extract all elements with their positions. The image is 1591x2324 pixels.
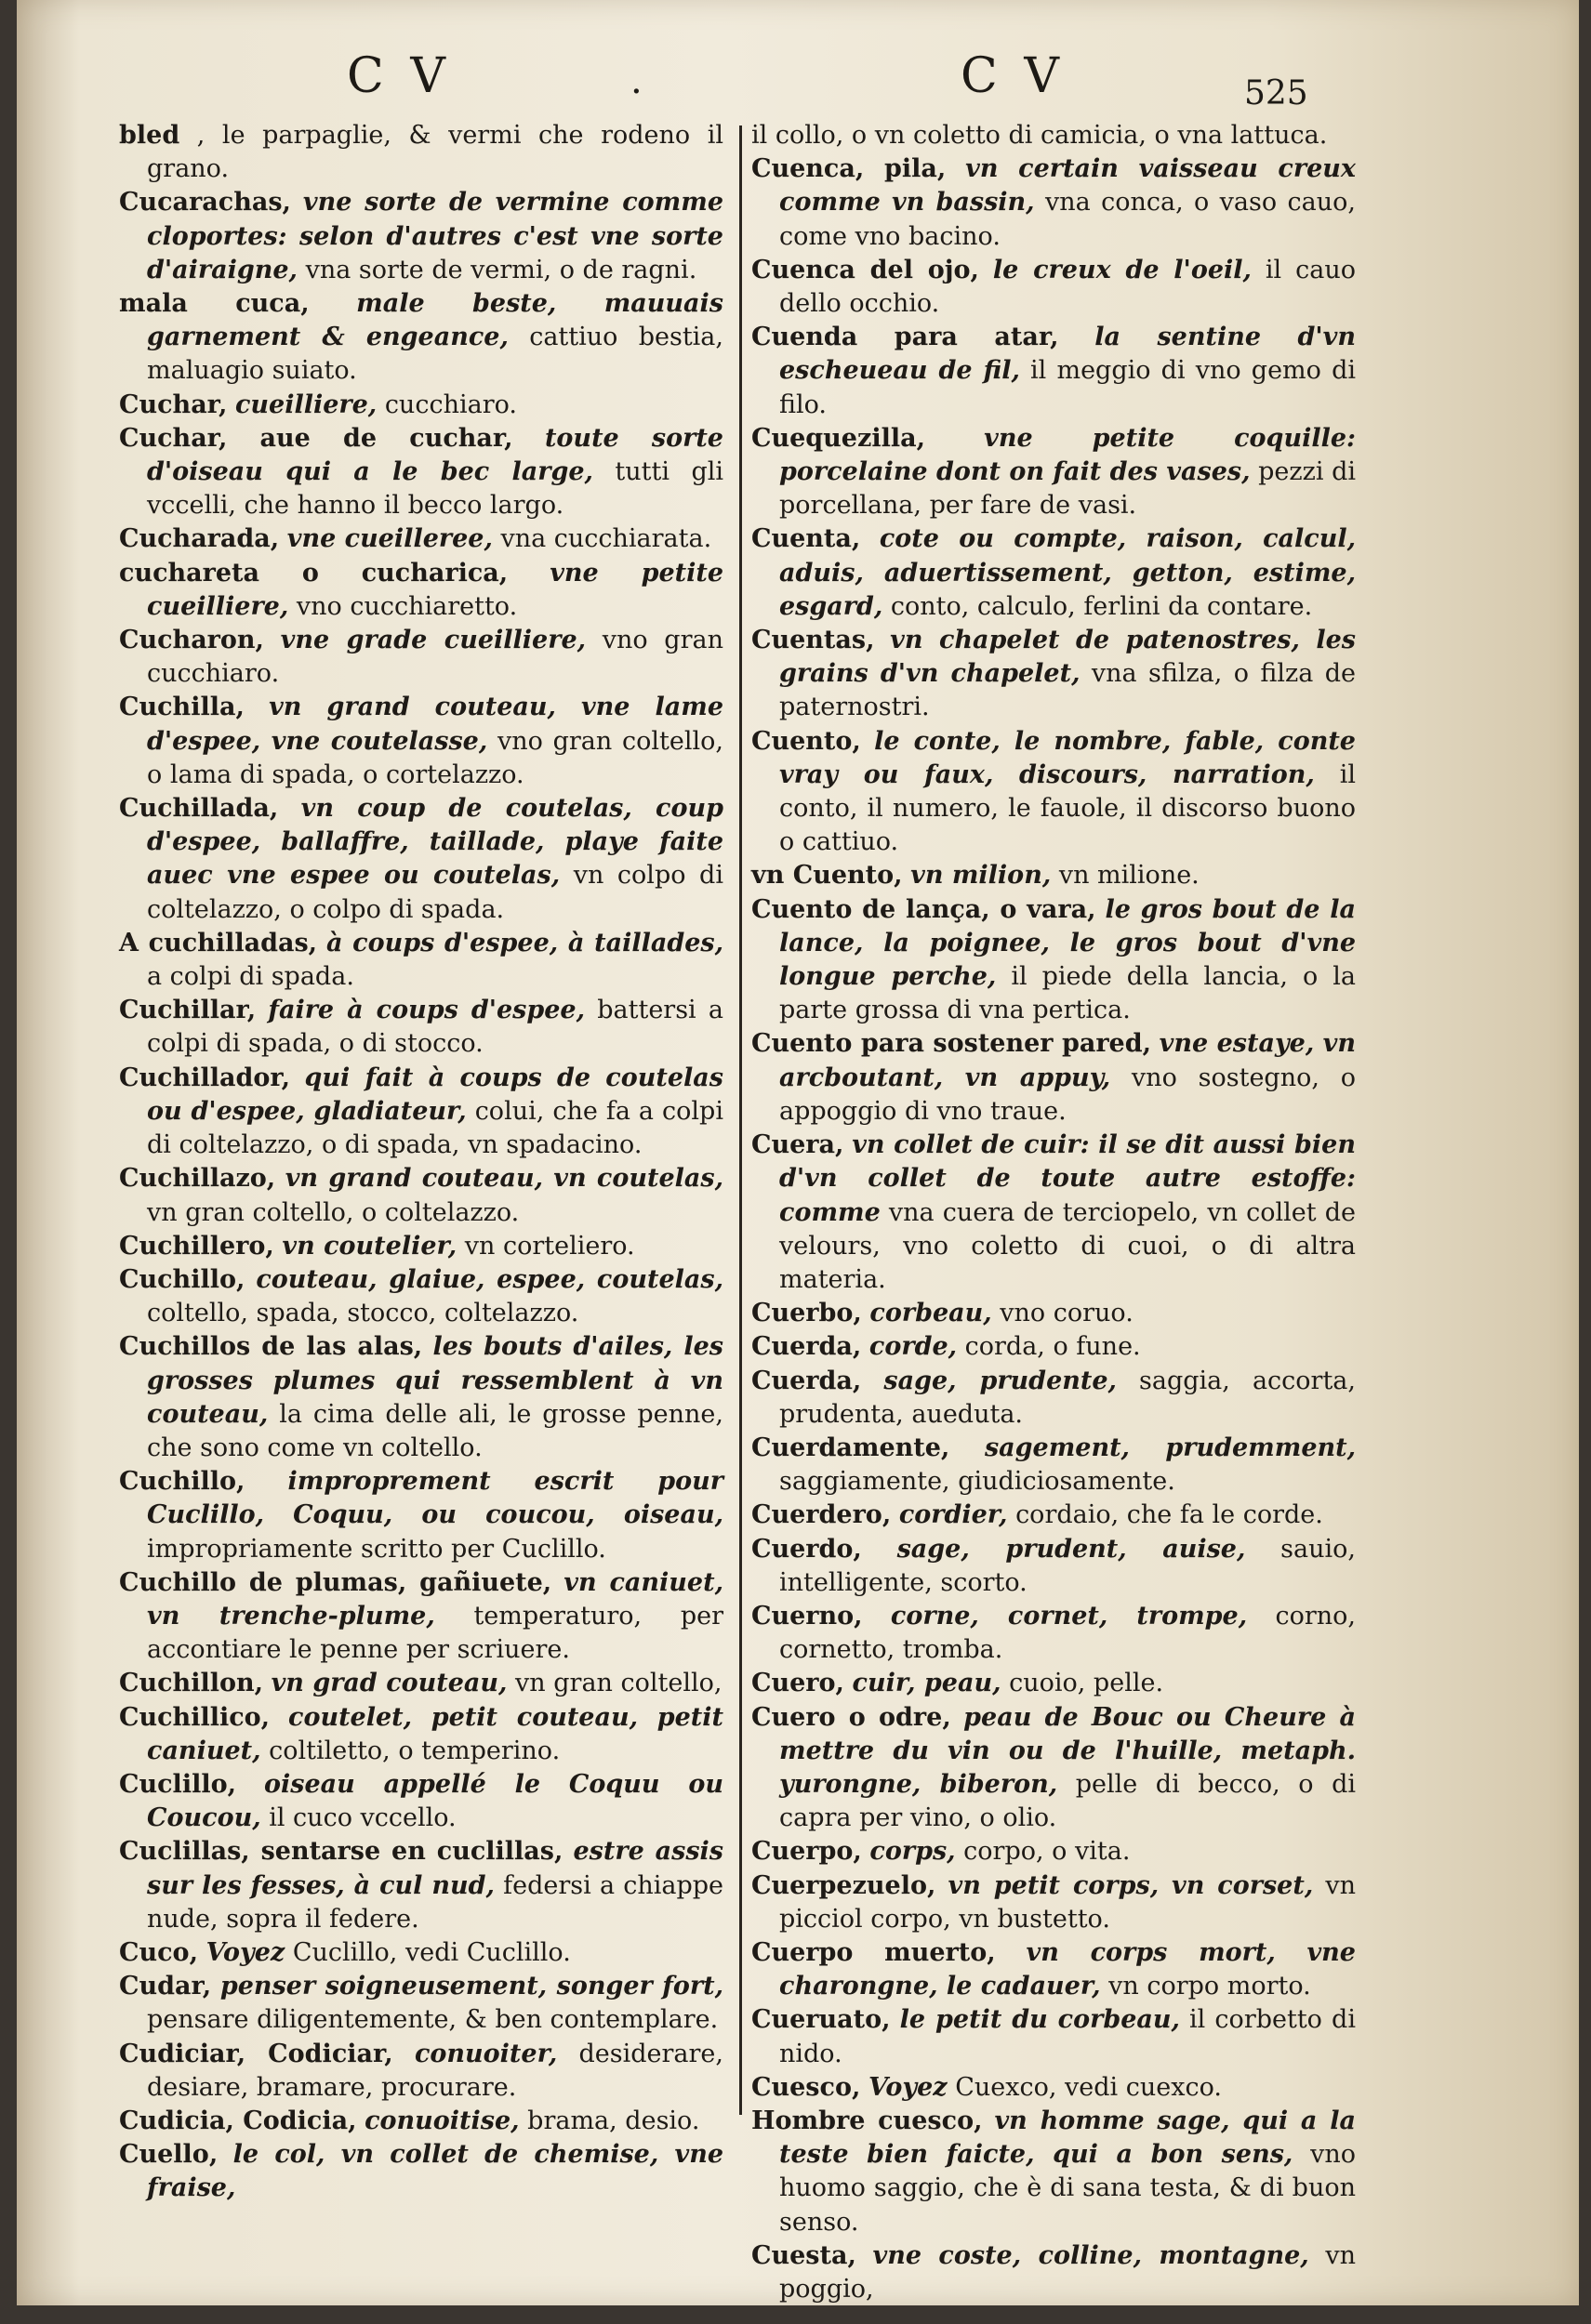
italian-gloss: federsi a chiappe nude, sopra il federe.: [147, 1870, 723, 1934]
dictionary-entry: [119, 1835, 723, 1936]
dictionary-entry: [751, 119, 1356, 152]
french-gloss: couteau, glaiue, espee, coutelas,: [256, 1264, 723, 1294]
french-gloss: sage, prudente,: [883, 1366, 1117, 1395]
header-mark: .: [630, 59, 648, 102]
french-gloss: vn grand couteau, vne lame d'espee, vne coutelasse,: [147, 693, 723, 756]
headword: Cuera,: [751, 1130, 844, 1160]
french-gloss: conuoiter,: [414, 2039, 558, 2068]
headword: Cuchar,: [119, 390, 228, 419]
french-gloss: le creux de l'oeil,: [992, 255, 1252, 284]
dictionary-entry: [751, 1533, 1356, 1600]
french-gloss: male beste, mauuais garnement & engeance,: [147, 289, 723, 352]
headword: Cuento de lança, o vara,: [751, 894, 1096, 924]
italian-gloss: cucchiaro.: [384, 390, 517, 419]
italian-gloss: coltiletto, o temperino.: [269, 1736, 561, 1765]
dictionary-entry: [119, 557, 723, 624]
headword: Cuerpezuelo,: [751, 1870, 936, 1900]
italian-gloss: il piede della lancia, o la parte grossa di vna pertica.: [779, 962, 1356, 1025]
italian-gloss: Cuexco, vedi cuexco.: [955, 2072, 1222, 2102]
headword: Cuello,: [119, 2140, 219, 2170]
french-gloss: vn chapelet de patenostres, les grains d'vn chapelet,: [779, 626, 1356, 689]
headword: Cucharon,: [119, 626, 264, 655]
headword: Cuchillo,: [119, 1264, 245, 1294]
headword: Cuchillador,: [119, 1063, 291, 1092]
dictionary-entry: [119, 1162, 723, 1229]
french-gloss: vne cueilleree,: [286, 524, 493, 554]
italian-gloss: saggia, accorta, prudenta, aueduta.: [779, 1366, 1356, 1429]
headword: Cucarachas,: [119, 188, 291, 218]
italian-gloss: vn corpo morto.: [1108, 1972, 1311, 2001]
italian-gloss: vno huomo saggio, che è di sana testa, & di buon senso.: [779, 2140, 1356, 2237]
headword: Cueruato,: [751, 2005, 891, 2035]
french-gloss: vn coutelier,: [282, 1231, 457, 1261]
french-gloss: vne estaye, vn arcboutant, vn appuy,: [779, 1029, 1356, 1092]
headword: Cuerda,: [751, 1366, 862, 1395]
french-gloss: peau de Bouc ou Cheure à mettre du vin ou de l'huille, metaph. yurongne, biberon,: [779, 1702, 1357, 1799]
headword: Cucharada,: [119, 524, 280, 554]
italian-gloss: vna cuera de terciopelo, vn collet de velours, vno coletto di cuoi, o di altra materia.: [779, 1197, 1356, 1294]
headword: Cuchillero,: [119, 1231, 274, 1261]
headword: Cuerbo,: [751, 1299, 862, 1328]
italian-gloss: vna cucchiarata.: [500, 524, 712, 554]
dictionary-entry: [751, 422, 1356, 523]
french-gloss: à coups d'espee, à taillades,: [325, 928, 723, 957]
page-number: 525: [1244, 74, 1308, 112]
dictionary-entry: [119, 2138, 723, 2205]
french-gloss: vn collet de cuir: il se dit aussi bien d'vn collet de toute autre estoffe: comme: [779, 1130, 1356, 1227]
italian-gloss: corno, cornetto, tromba.: [779, 1601, 1356, 1665]
italian-gloss: , le parpaglie, & vermi che rodeno il grano.: [147, 121, 723, 184]
french-gloss: le gros bout de la lance, la poignee, le gros bout d'vne longue perche,: [779, 894, 1356, 992]
dictionary-entry: [751, 522, 1356, 624]
dictionary-entry: [119, 186, 723, 287]
italian-gloss: vn gran coltello,: [515, 1669, 723, 1698]
headword: Cuchillico,: [119, 1702, 271, 1732]
dictionary-entry: [119, 1936, 723, 1970]
french-gloss: cueilliere,: [234, 390, 378, 419]
italian-gloss: vna sfilza, o filza de paternostri.: [779, 659, 1356, 722]
dictionary-entry: [751, 893, 1356, 1028]
dictionary-entry: [751, 1129, 1356, 1297]
italian-gloss: la cima delle ali, le grosse penne, che sono come vn coltello.: [147, 1399, 723, 1462]
dictionary-entry: [751, 1835, 1356, 1868]
italian-gloss: vn corteliero.: [464, 1231, 635, 1261]
italian-gloss: il cauo dello occhio.: [779, 255, 1356, 319]
dictionary-entry: [119, 119, 723, 186]
headword: Cuenta,: [751, 524, 861, 554]
headword: Cuerpo,: [751, 1837, 862, 1867]
headword: Cuchillar,: [119, 996, 257, 1025]
italian-gloss: vno sostegno, o appoggio di vno traue.: [779, 1063, 1356, 1126]
french-gloss: vn milion,: [910, 861, 1052, 891]
headword: Cuchillo de plumas, gañiuete,: [119, 1567, 552, 1597]
headword: Cuerno,: [751, 1601, 863, 1631]
french-gloss: vn grand couteau, vn coutelas,: [285, 1164, 723, 1194]
french-gloss: vn certain vaisseau creux comme vn bassin,: [779, 154, 1356, 218]
left-running-head: C V: [347, 48, 451, 104]
dictionary-entry: [751, 1869, 1356, 1936]
headword: Cuesco,: [751, 2072, 861, 2102]
italian-gloss: temperaturo, per accontiare le penne per scriuere.: [147, 1601, 723, 1665]
italian-gloss: coltello, spada, stocco, coltelazzo.: [147, 1299, 579, 1328]
headword: Cuchillos de las alas,: [119, 1332, 423, 1362]
dictionary-entry: [751, 1701, 1356, 1836]
dictionary-entry: [119, 422, 723, 523]
dictionary-entry: [751, 1499, 1356, 1532]
dictionary-entry: [119, 994, 723, 1061]
headword: Cuentas,: [751, 626, 875, 655]
french-gloss: penser soigneusement, songer fort,: [219, 1972, 723, 2001]
french-gloss: vn caniuet, vn trenche-plume,: [147, 1567, 723, 1631]
italian-gloss: cuoio, pelle.: [1009, 1669, 1164, 1698]
french-gloss: estre assis sur les fesses, à cul nud,: [147, 1837, 724, 1900]
french-gloss: vne coste, colline, montagne,: [872, 2240, 1309, 2270]
italian-gloss: battersi a colpi di spada, o di stocco.: [147, 996, 723, 1059]
dictionary-entry: [751, 725, 1356, 860]
french-gloss: Voyez: [868, 2072, 948, 2102]
dictionary-entry: [119, 1701, 723, 1768]
italian-gloss: vn poggio,: [779, 2240, 1356, 2304]
italian-gloss: il corbetto di nido.: [779, 2005, 1356, 2068]
italian-gloss: vn picciol corpo, vn bustetto.: [779, 1870, 1356, 1934]
headword: bled: [119, 121, 180, 150]
dictionary-entry: [119, 287, 723, 389]
italian-gloss: il cuco vccello.: [269, 1803, 457, 1833]
italian-gloss: il collo, o vn coletto di camicia, o vna lattuca.: [751, 121, 1328, 150]
headword: Cuchillo,: [119, 1467, 245, 1497]
headword: Cuenca del ojo,: [751, 255, 979, 284]
dictionary-page: [17, 0, 1579, 2305]
headword: Cuenca, pila,: [751, 154, 947, 184]
dictionary-entry: [751, 254, 1356, 321]
dictionary-entry: [751, 1330, 1356, 1364]
french-gloss: oiseau appellé le Coquu ou Coucou,: [147, 1769, 723, 1833]
french-gloss: faire à coups d'espee,: [268, 996, 586, 1025]
french-gloss: corde,: [868, 1332, 958, 1362]
headword: Cuclillo,: [119, 1769, 236, 1799]
french-gloss: vne grade cueilliere,: [280, 626, 587, 655]
headword: Cuchilla,: [119, 693, 245, 722]
dictionary-entry: [119, 1768, 723, 1835]
italian-gloss: impropriamente scritto per Cuclillo.: [147, 1534, 606, 1564]
dictionary-entry: [751, 1297, 1356, 1330]
dictionary-entry: [119, 2105, 723, 2138]
italian-gloss: tutti gli vccelli, che hanno il becco largo.: [147, 457, 723, 521]
headword: Cuerdo,: [751, 1534, 862, 1564]
italian-gloss: vno coruo.: [1000, 1299, 1134, 1328]
italian-gloss: vna conca, o vaso cauo, come vno bacino.: [779, 188, 1356, 251]
french-gloss: Voyez: [206, 1937, 285, 1967]
dictionary-entry: [119, 1667, 723, 1700]
right-column: [751, 119, 1356, 2305]
headword: vn Cuento,: [751, 861, 903, 891]
dictionary-entry: [751, 1667, 1356, 1700]
french-gloss: cote ou compte, raison, calcul, aduis, aduertissement, getton, estime, esgard,: [779, 524, 1356, 621]
headword: Cudiciar, Codiciar,: [119, 2039, 393, 2068]
dictionary-entry: [119, 927, 723, 994]
italian-gloss: vno gran cucchiaro.: [147, 626, 723, 689]
french-gloss: conuoitise,: [365, 2106, 520, 2135]
french-gloss: la sentine d'vn escheueau de fil,: [779, 323, 1356, 386]
dictionary-entry: [119, 691, 723, 792]
dictionary-entry: [751, 1432, 1356, 1499]
french-gloss: corps,: [869, 1837, 956, 1867]
french-gloss: coutelet, petit couteau, petit caniuet,: [147, 1702, 723, 1765]
headword: Cudar,: [119, 1972, 212, 2001]
french-gloss: le conte, le nombre, fable, conte vray ou faux, discours, narration,: [779, 726, 1356, 789]
headword: Cuento para sostener pared,: [751, 1029, 1152, 1059]
french-gloss: vn corps mort, vne charongne, le cadauer,: [779, 1937, 1356, 2001]
dictionary-entry: [119, 1062, 723, 1163]
headword: Hombre cuesco,: [751, 2106, 983, 2135]
dictionary-entry: [119, 1465, 723, 1566]
headword: cuchareta o cucharica,: [119, 558, 509, 588]
french-gloss: improprement escrit pour Cuclillo, Coquu, ou coucou, oiseau,: [147, 1467, 723, 1530]
french-gloss: le col, vn collet de chemise, vne fraise,: [147, 2140, 723, 2203]
french-gloss: sagement, prudemment,: [984, 1433, 1356, 1462]
french-gloss: vne petite cueilliere,: [147, 558, 724, 621]
dictionary-entry: [119, 2038, 723, 2105]
italian-gloss: desiderare, desiare, bramare, procurare.: [147, 2039, 723, 2102]
headword: A cuchilladas,: [119, 928, 318, 957]
dictionary-entry: [751, 152, 1356, 254]
headword: Cuchillon,: [119, 1669, 263, 1698]
french-gloss: vn petit corps, vn corset,: [948, 1870, 1314, 1900]
headword: Cudicia, Codicia,: [119, 2106, 357, 2135]
dictionary-entry: [119, 1970, 723, 2037]
italian-gloss: brama, desio.: [527, 2106, 700, 2135]
italian-gloss: corda, o fune.: [964, 1332, 1141, 1362]
headword: Cuchillazo,: [119, 1164, 276, 1194]
dictionary-entry: [119, 792, 723, 927]
italian-gloss: cordaio, che fa le corde.: [1015, 1500, 1323, 1530]
french-gloss: vne sorte de vermine comme cloportes: selon d'autres c'est vne sorte d'airaigne,: [147, 188, 723, 284]
headword: Cuchillada,: [119, 794, 279, 824]
italian-gloss: pelle di becco, o di capra per vino, o olio.: [779, 1769, 1356, 1833]
french-gloss: vn grad couteau,: [271, 1669, 508, 1698]
dictionary-entry: [751, 2071, 1356, 2105]
dictionary-entry: [751, 2105, 1356, 2239]
italian-gloss: cattiuo bestia, maluagio suiato.: [147, 323, 723, 386]
right-running-head: C V: [961, 48, 1065, 104]
headword: Cuenda para atar,: [751, 323, 1059, 352]
dictionary-entry: [751, 321, 1356, 422]
headword: Cuco,: [119, 1937, 198, 1967]
headword: Cuerdamente,: [751, 1433, 950, 1462]
dictionary-entry: [751, 859, 1356, 892]
french-gloss: qui fait à coups de coutelas ou d'espee, gladiateur,: [147, 1063, 723, 1126]
french-gloss: le petit du corbeau,: [899, 2005, 1180, 2035]
italian-gloss: sauio, intelligente, scorto.: [779, 1534, 1356, 1597]
italian-gloss: vno cucchiaretto.: [296, 591, 518, 621]
headword: mala cuca,: [119, 289, 310, 319]
italian-gloss: il meggio di vno gemo di filo.: [779, 356, 1356, 419]
italian-gloss: corpo, o vita.: [963, 1837, 1131, 1867]
dictionary-entry: [119, 389, 723, 422]
headword: Cuerpo muerto,: [751, 1937, 996, 1967]
dictionary-entry: [751, 2003, 1356, 2070]
french-gloss: vn coup de coutelas, coup d'espee, ballaffre, taillade, playe faite auec vne espee ou coutelas,: [147, 794, 723, 891]
left-column: [119, 119, 723, 2206]
dictionary-entry: [119, 522, 723, 556]
dictionary-entry: [751, 1936, 1356, 2003]
italian-gloss: pensare diligentemente, & ben contemplare.: [147, 2005, 719, 2035]
italian-gloss: vno gran coltello, o lama di spada, o cortelazzo.: [147, 726, 723, 789]
dictionary-entry: [119, 624, 723, 691]
column-divider: [739, 125, 742, 2115]
headword: Cuero,: [751, 1669, 844, 1698]
italian-gloss: colui, che fa a colpi di coltelazzo, o di spada, vn spadacino.: [147, 1096, 723, 1160]
french-gloss: corbeau,: [869, 1299, 992, 1328]
italian-gloss: vna sorte de vermi, o de ragni.: [305, 255, 697, 284]
dictionary-entry: [119, 1263, 723, 1330]
french-gloss: vn homme sage, qui a la teste bien faicte, qui a bon sens,: [779, 2106, 1356, 2170]
french-gloss: cordier,: [898, 1500, 1008, 1530]
dictionary-entry: [751, 624, 1356, 725]
french-gloss: vne petite coquille: porcelaine dont on fait des vases,: [779, 423, 1356, 487]
italian-gloss: il conto, il numero, le fauole, il discorso buono o cattiuo.: [779, 759, 1356, 857]
french-gloss: sage, prudent, auise,: [896, 1534, 1246, 1564]
headword: Cuento,: [751, 726, 861, 756]
dictionary-entry: [751, 2239, 1356, 2305]
dictionary-entry: [751, 1027, 1356, 1129]
headword: Cuero o odre,: [751, 1702, 951, 1732]
italian-gloss: saggiamente, giudiciosamente.: [779, 1467, 1175, 1497]
dictionary-entry: [119, 1330, 723, 1465]
dictionary-entry: [119, 1230, 723, 1263]
headword: Cuequezilla,: [751, 423, 925, 453]
french-gloss: les bouts d'ailes, les grosses plumes qui ressemblent à vn couteau,: [147, 1332, 724, 1429]
italian-gloss: vn milione.: [1058, 861, 1200, 891]
french-gloss: toute sorte d'oiseau qui a le bec large,: [147, 423, 723, 487]
italian-gloss: vn colpo di coltelazzo, o colpo di spada.: [147, 861, 723, 924]
headword: Cuesta,: [751, 2240, 856, 2270]
headword: Cuerda,: [751, 1332, 862, 1362]
italian-gloss: conto, calculo, ferlini da contare.: [890, 591, 1313, 621]
dictionary-entry: [119, 1566, 723, 1668]
italian-gloss: a colpi di spada.: [147, 962, 354, 992]
italian-gloss: pezzi di porcellana, per fare de vasi.: [779, 457, 1356, 521]
dictionary-entry: [751, 1365, 1356, 1432]
italian-gloss: Cuclillo, vedi Cuclillo.: [292, 1937, 571, 1967]
french-gloss: cuir, peau,: [852, 1669, 1001, 1698]
french-gloss: corne, cornet, trompe,: [890, 1601, 1248, 1631]
headword: Cuclillas, sentarse en cuclillas,: [119, 1837, 563, 1867]
headword: Cuchar, aue de cuchar,: [119, 423, 513, 453]
dictionary-entry: [751, 1600, 1356, 1667]
italian-gloss: vn gran coltello, o coltelazzo.: [147, 1197, 520, 1227]
headword: Cuerdero,: [751, 1500, 892, 1530]
